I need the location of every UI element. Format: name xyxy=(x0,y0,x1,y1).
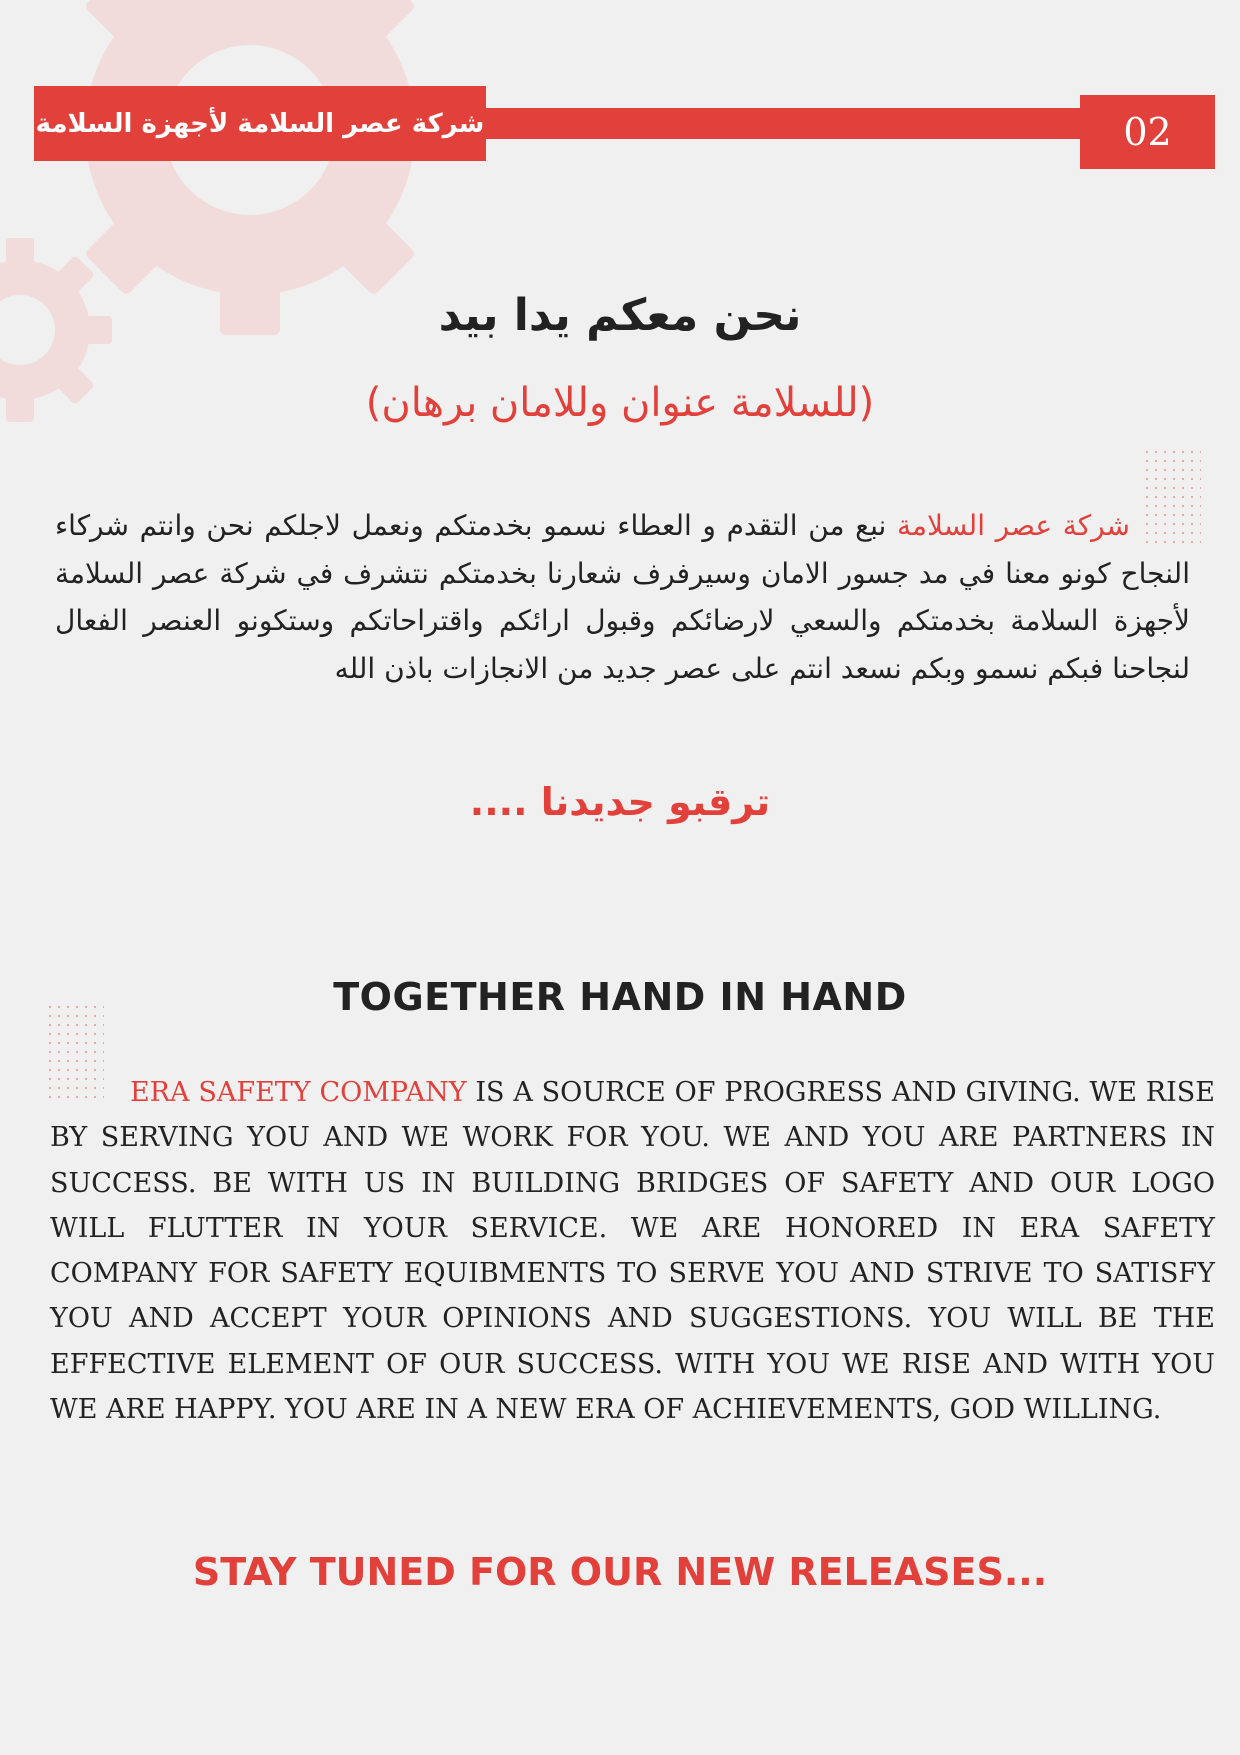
arabic-body-text: نبع من التقدم و العطاء نسمو بخدمتكم ونعمل لاجلكم نحن وانتم شركاء النجاح كونو معنا في مد جسور الامان وسيرفرف شعارنا بخدمتكم نتشرف في شركة عصر السلامة لأجهزة السلامة بخدمتكم والسعي لارضائكم وقبول ارائكم واقتراحاتكم وستكونو العنصر الفعال لنجاحنا فبكم نسمو وبكم نسعد انتم على عصر جديد من الانجازات باذن الله xyxy=(55,509,1190,685)
header-company-name-text: شركة عصر السلامة لأجهزة السلامة xyxy=(35,108,485,139)
english-title: TOGETHER HAND IN HAND xyxy=(333,975,907,1019)
english-body-text: IS A SOURCE OF PROGRESS AND GIVING. WE RISE BY SERVING YOU AND WE WORK FOR YOU. WE AND YOU ARE PARTNERS IN SUCCESS. BE WITH US IN BUILDING BRIDGES OF SAFETY AND OUR LOGO WILL FLUTTER IN YOUR SERVICE. WE ARE HONORED IN ERA SAFETY COMPANY FOR SAFETY EQUIBMENTS TO SERVE YOU AND STRIVE TO SATISFY YOU AND ACCEPT YOUR OPINIONS AND SUGGESTIONS. YOU WILL BE THE EFFECTIVE ELEMENT OF OUR SUCCESS. WITH YOU WE RISE AND WITH YOU WE ARE HAPPY. YOU ARE IN A NEW ERA OF ACHIEVEMENTS, GOD WILLING. xyxy=(50,1077,1215,1426)
english-body-paragraph xyxy=(50,1070,1215,1432)
arabic-company-name-highlight: شركة عصر السلامة xyxy=(896,509,1130,542)
english-company-name-highlight: ERA SAFETY COMPANY xyxy=(130,1077,467,1108)
header-company-name xyxy=(34,86,486,161)
arabic-title: نحن معكم يدا بيد xyxy=(438,290,802,341)
arabic-subtitle: (للسلامة عنوان وللامان برهان) xyxy=(365,380,875,426)
header-accent-bar xyxy=(486,108,1081,139)
page-number: 02 xyxy=(1123,110,1172,154)
page-number-badge xyxy=(1080,95,1215,169)
arabic-stay-tuned: ترقبو جديدنا .... xyxy=(469,780,771,824)
gear-icon xyxy=(0,0,420,430)
arabic-body-paragraph xyxy=(55,502,1190,692)
english-stay-tuned: STAY TUNED FOR OUR NEW RELEASES... xyxy=(192,1550,1048,1594)
